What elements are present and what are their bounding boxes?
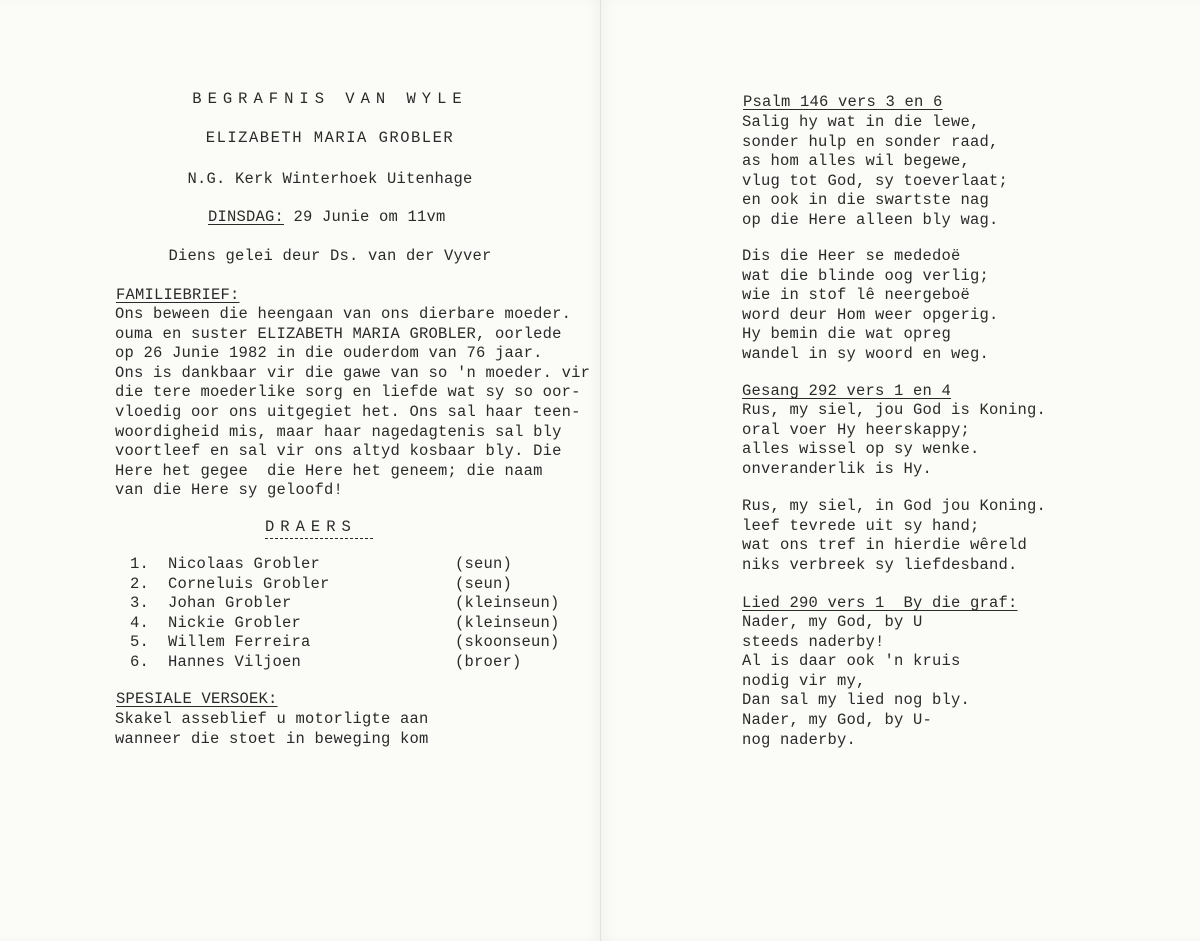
- verse-line: nog naderby.: [742, 730, 857, 749]
- deceased-name: ELIZABETH MARIA GROBLER: [205, 129, 455, 147]
- special-request-line: Skakel asseblief u motorligte aan: [115, 710, 429, 728]
- psalm-heading: Psalm 146 vers 3 en 6: [743, 93, 943, 111]
- bearer-relation: (skoonseun): [455, 633, 560, 652]
- bearer-relation: (kleinseun): [455, 594, 560, 613]
- bearers-heading: DRAERS: [265, 518, 357, 536]
- bearer-number: 1.: [130, 555, 150, 573]
- church-name: N.G. Kerk Winterhoek Uitenhage: [187, 170, 473, 188]
- right-page: [601, 0, 1200, 941]
- bearer-relation: (kleinseun): [455, 613, 560, 632]
- verse-line: Dis die Heer se mededoë: [742, 247, 961, 265]
- bearer-relation: (seun): [455, 574, 513, 593]
- verse-line: vlug tot God, sy toeverlaat;: [742, 171, 1009, 190]
- bearer-number: 3.: [130, 594, 150, 613]
- verse-line: nodig vir my,: [742, 671, 866, 690]
- verse-line: wie in stof lê neergeboë: [742, 286, 971, 305]
- date-value: 29 Junie om 11vm: [293, 208, 446, 226]
- family-letter-line: Ons beween die heengaan van ons dierbare moeder.: [115, 305, 572, 323]
- family-letter-line: van die Here sy geloofd!: [115, 481, 344, 500]
- lied-heading: Lied 290 vers 1 By die graf:: [742, 594, 1018, 612]
- verse-line: niks verbreek sy liefdesband.: [742, 555, 1018, 574]
- funeral-title: BEGRAFNIS VAN WYLE: [192, 90, 468, 108]
- verse-line: Rus, my siel, jou God is Koning.: [742, 401, 1047, 419]
- verse-line: op die Here alleen bly wag.: [742, 211, 999, 229]
- family-letter-line: vloedig oor ons uitgegiet het. Ons sal haar teen-: [115, 403, 581, 421]
- family-letter-line: op 26 Junie 1982 in die ouderdom van 76 jaar.: [115, 344, 543, 363]
- family-letter-heading: FAMILIEBRIEF:: [116, 286, 240, 304]
- bearer-name: Hannes Viljoen: [168, 653, 302, 671]
- verse-line: Rus, my siel, in God jou Koning.: [742, 497, 1047, 515]
- officiant: Diens gelei deur Ds. van der Vyver: [168, 247, 492, 265]
- verse-line: Nader, my God, by U-: [742, 711, 933, 729]
- service-date: [208, 208, 446, 228]
- bearer-number: 4.: [130, 613, 150, 632]
- verse-line: Al is daar ook 'n kruis: [742, 652, 961, 671]
- date-label: DINSDAG:: [208, 208, 285, 226]
- family-letter-line: die tere moederlike sorg en liefde wat sy so oor-: [115, 383, 581, 402]
- family-letter-line: woordigheid mis, maar haar nagedagtenis sal bly: [115, 422, 562, 441]
- verse-line: word deur Hom weer opgerig.: [742, 305, 999, 324]
- verse-line: wat die blinde oog verlig;: [742, 266, 990, 285]
- family-letter-line: Here het gegee die Here het geneem; die naam: [115, 461, 543, 480]
- family-letter-line: voortleef en sal vir ons altyd kosbaar bly. Die: [115, 442, 562, 461]
- verse-line: Hy bemin die wat opreg: [742, 325, 952, 344]
- verse-line: leef tevrede uit sy hand;: [742, 516, 980, 535]
- special-request-heading: SPESIALE VERSOEK:: [116, 690, 278, 708]
- verse-line: onveranderlik is Hy.: [742, 459, 933, 478]
- verse-line: en ook in die swartste nag: [742, 191, 990, 210]
- gesang-heading: Gesang 292 vers 1 en 4: [742, 382, 952, 400]
- bearer-number: 2.: [130, 574, 150, 593]
- bearer-number: 5.: [130, 633, 150, 652]
- verse-line: as hom alles wil begewe,: [742, 152, 971, 171]
- verse-line: sonder hulp en sonder raad,: [742, 132, 999, 151]
- verse-line: steeds naderby!: [742, 632, 885, 651]
- bearer-relation: (broer): [455, 653, 522, 671]
- verse-line: Nader, my God, by U: [742, 613, 923, 631]
- bearer-name: Willem Ferreira: [168, 633, 311, 652]
- family-letter-line: ouma en suster ELIZABETH MARIA GROBLER, oorlede: [115, 324, 562, 343]
- bearers-heading-underline: [265, 538, 373, 539]
- verse-line: wandel in sy woord en weg.: [742, 345, 990, 363]
- bearer-number: 6.: [130, 653, 150, 671]
- verse-line: Salig hy wat in die lewe,: [742, 113, 980, 131]
- bearer-name: Corneluis Grobler: [168, 574, 330, 593]
- verse-line: Dan sal my lied nog bly.: [742, 691, 971, 710]
- bearer-relation: (seun): [455, 555, 513, 573]
- special-request-line: wanneer die stoet in beweging kom: [115, 730, 429, 748]
- verse-line: alles wissel op sy wenke.: [742, 440, 980, 459]
- bearer-name: Nicolaas Grobler: [168, 555, 321, 573]
- family-letter-line: Ons is dankbaar vir die gawe van so 'n moeder. vir: [115, 363, 591, 382]
- bearer-name: Johan Grobler: [168, 594, 292, 613]
- bearer-name: Nickie Grobler: [168, 613, 302, 632]
- verse-line: wat ons tref in hierdie wêreld: [742, 536, 1028, 555]
- verse-line: oral voer Hy heerskappy;: [742, 420, 971, 439]
